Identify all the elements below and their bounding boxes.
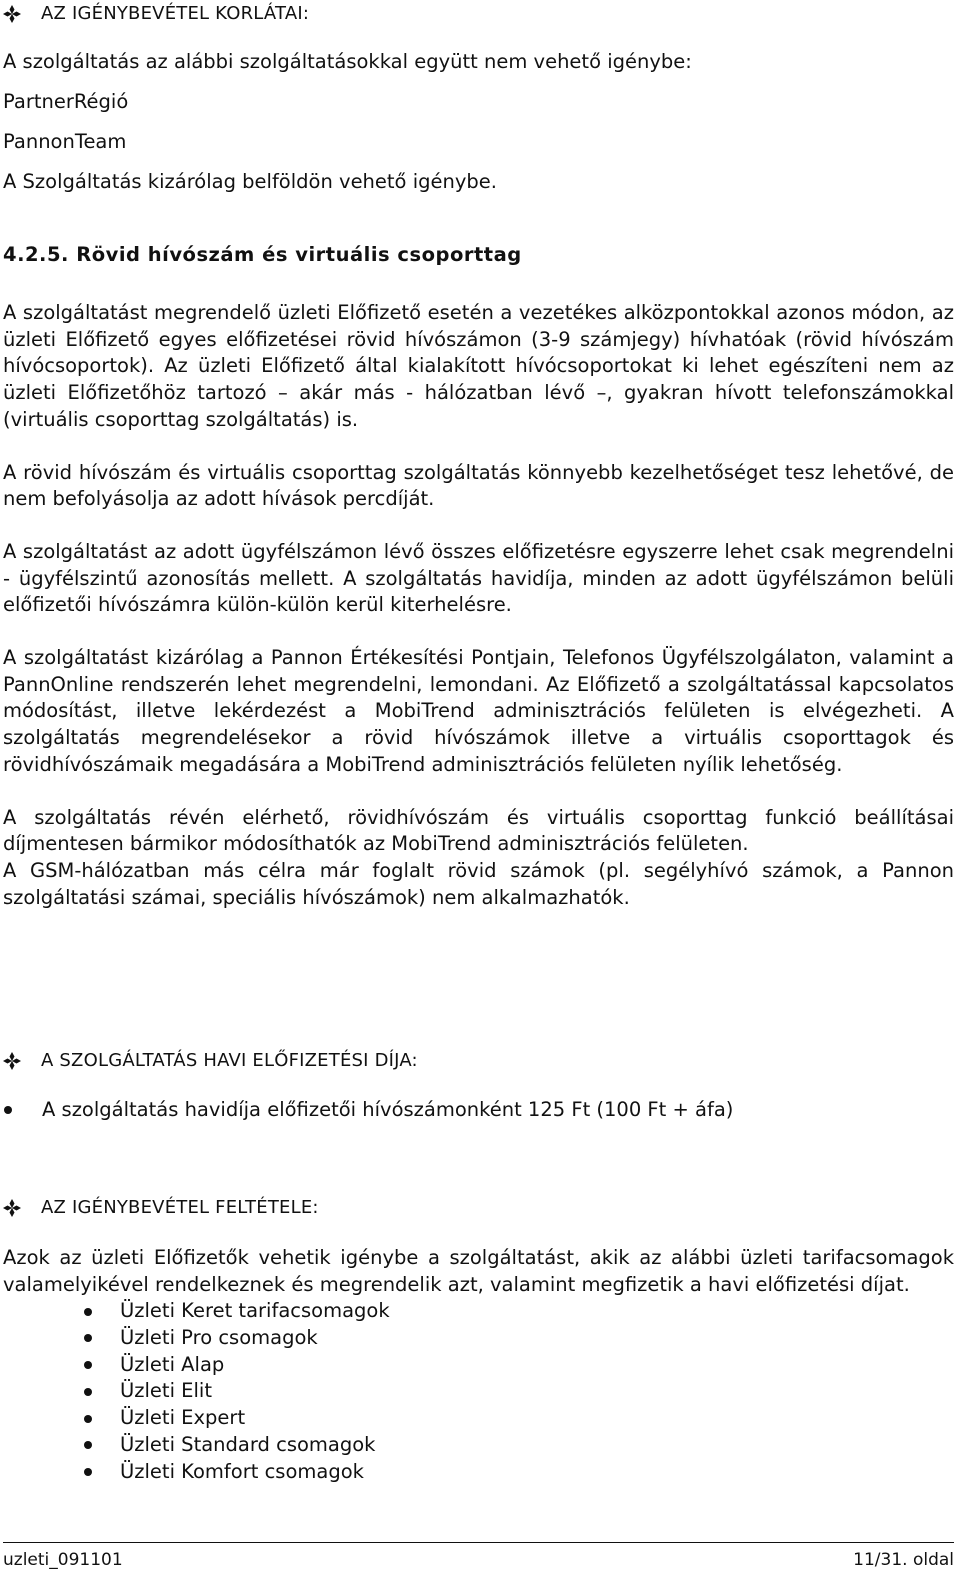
subsection-body <box>3 300 954 911</box>
fee-bullet <box>3 1097 733 1124</box>
paragraph: A rövid hívószám és virtuális csoporttag szolgáltatás könnyebb kezelhetőséget tesz lehetővé, de nem befolyásolja az adott hívások percdíját. <box>3 460 954 511</box>
subsection-heading: 4.2.5. Rövid hívószám és virtuális csoporttag <box>3 243 522 266</box>
diamond-bullet-icon <box>3 1199 21 1217</box>
package-item <box>3 1405 954 1432</box>
package-item <box>3 1459 954 1486</box>
footer-doc-id: uzleti_091101 <box>3 1550 123 1570</box>
bullet-dot-icon <box>84 1441 92 1449</box>
bullet-dot-icon <box>4 1106 12 1114</box>
restriction-line: PannonTeam <box>3 130 127 153</box>
section-conditions-header <box>3 1195 319 1222</box>
restriction-line: A Szolgáltatás kizárólag belföldön vehető igénybe. <box>3 170 497 193</box>
footer-page-number: 11/31. oldal <box>853 1550 954 1570</box>
section-title: AZ IGÉNYBEVÉTEL FELTÉTELE: <box>41 1197 319 1218</box>
paragraph: A szolgáltatást kizárólag a Pannon Értékesítési Pontjain, Telefonos Ügyfélszolgálaton, valamint a PannOnline rendszerén lehet megrendelni, lemondani. Az Előfizető a szolgáltatással kapcsolatos módosítást, illetve lekérdezést a MobiTrend adminisztrációs felületen is elvégezheti. A szolgáltatás megrendelésekor a rövid hívószámok illetve a virtuális csoporttagok és rövidhívószámaik megadására a MobiTrend adminisztrációs felületen nyílik lehetőség. <box>3 646 954 776</box>
package-item <box>3 1298 954 1325</box>
package-label: Üzleti Pro csomagok <box>120 1326 318 1350</box>
package-label: Üzleti Komfort csomagok <box>120 1459 364 1483</box>
bullet-dot-icon <box>84 1388 92 1396</box>
diamond-bullet-icon <box>3 5 21 23</box>
paragraph: A GSM-hálózatban más célra már foglalt rövid számok (pl. segélyhívó számok, a Pannon szolgáltatási számai, speciális hívószámok) nem alkalmazhatók. <box>3 858 954 909</box>
package-label: Üzleti Expert <box>120 1406 246 1430</box>
section-title: A SZOLGÁLTATÁS HAVI ELŐFIZETÉSI DÍJA: <box>41 1050 418 1071</box>
bullet-dot-icon <box>84 1415 92 1423</box>
package-label: Üzleti Elit <box>120 1379 212 1403</box>
package-item <box>3 1352 954 1379</box>
paragraph: A szolgáltatást az adott ügyfélszámon lévő összes előfizetésre egyszerre lehet csak megrendelni - ügyfélszintű azonosítás mellett. A szolgáltatás havidíja, minden az adott ügyfélszámon belüli előfizetői hívószámra külön-külön kerül kiterhelésre. <box>3 539 954 617</box>
section-fee-header <box>3 1048 418 1075</box>
diamond-bullet-icon <box>3 1052 21 1070</box>
bullet-dot-icon <box>84 1361 92 1369</box>
paragraph: A szolgáltatás révén elérhető, rövidhívószám és virtuális csoporttag funkció beállításai díjmentesen bármikor módosíthatók az MobiTrend adminisztrációs felületen. <box>3 805 954 856</box>
package-item <box>3 1325 954 1352</box>
restriction-line: A szolgáltatás az alábbi szolgáltatásokkal együtt nem vehető igénybe: <box>3 50 692 73</box>
package-label: Üzleti Keret tarifacsomagok <box>120 1299 390 1323</box>
page-footer <box>3 1542 954 1571</box>
section-restrictions-header <box>3 1 309 28</box>
package-label: Üzleti Alap <box>120 1352 225 1376</box>
package-item <box>3 1378 954 1405</box>
section-title: AZ IGÉNYBEVÉTEL KORLÁTAI: <box>41 3 310 24</box>
bullet-dot-icon <box>84 1334 92 1342</box>
fee-text: A szolgáltatás havidíja előfizetői hívószámonként 125 Ft (100 Ft + áfa) <box>42 1098 734 1121</box>
package-item <box>3 1432 954 1459</box>
restriction-line: PartnerRégió <box>3 90 129 113</box>
package-list <box>3 1298 954 1485</box>
bullet-dot-icon <box>84 1468 92 1476</box>
package-label: Üzleti Standard csomagok <box>120 1432 376 1456</box>
bullet-dot-icon <box>84 1308 92 1316</box>
conditions-body <box>3 1245 954 1485</box>
paragraph: A szolgáltatást megrendelő üzleti Előfizető esetén a vezetékes alközpontokkal azonos módon, az üzleti Előfizető egyes előfizetései rövid hívószámon (3-9 számjegy) hívhatóak (rövid hívószám hívócsoportok). Az üzleti Előfizető által kialakított hívócsoportokat ki lehet egészíteni nem az üzleti Előfizetőhöz tartozó – akár más - hálózatban lévő –, gyakran hívott telefonszámokkal (virtuális csoporttag szolgáltatás) is. <box>3 301 954 431</box>
conditions-intro: Azok az üzleti Előfizetők vehetik igénybe a szolgáltatást, akik az alábbi üzleti tarifacsomagok valamelyikével rendelkeznek és megrendelik azt, valamint megfizetik a havi előfizetési díjat. <box>3 1246 954 1296</box>
